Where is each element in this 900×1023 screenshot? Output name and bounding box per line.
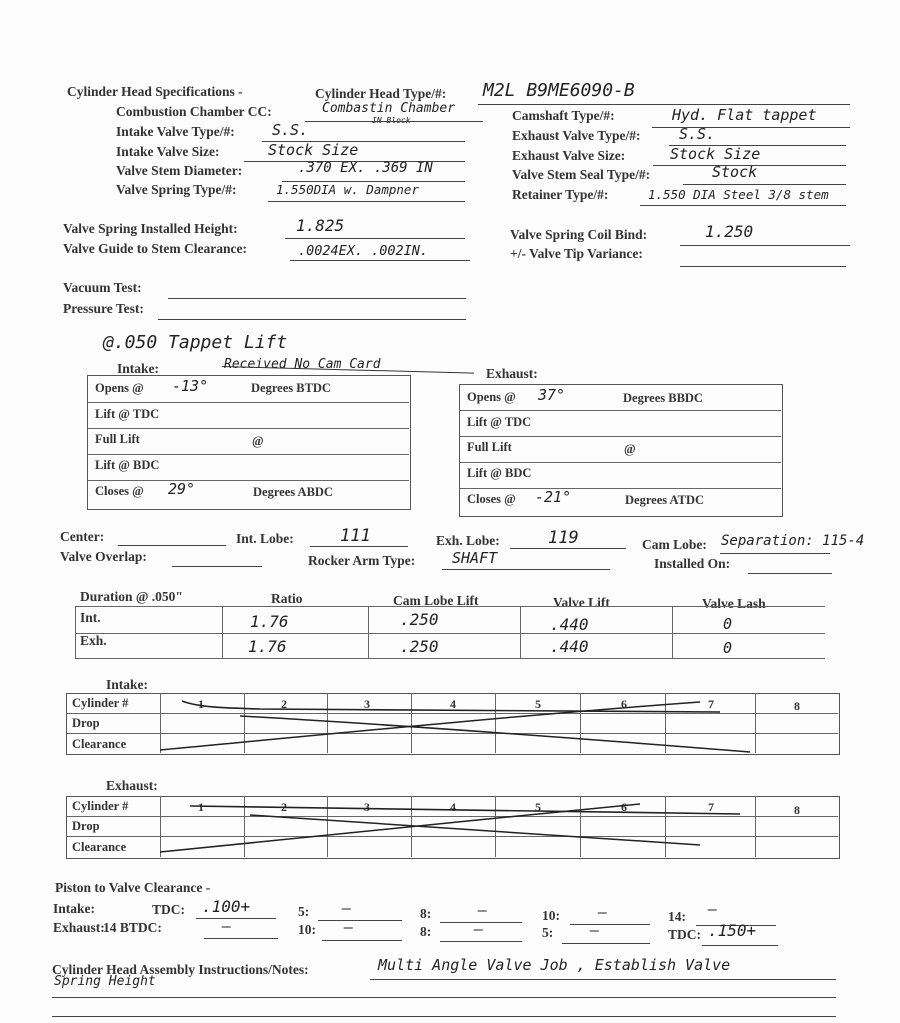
- vacuum-label: Vacuum Test:: [63, 280, 142, 295]
- intake-closes-unit: Degrees ABDC: [253, 485, 333, 499]
- exhaust-cyl-row-drop: Drop: [72, 819, 100, 833]
- intake-cyl-4: 4: [450, 697, 456, 711]
- exhaust-valve-type-value: S.S.: [679, 125, 716, 143]
- stem-seal-value: Stock: [712, 163, 758, 181]
- piston-exh-tdc-value: .150+: [708, 921, 757, 940]
- exhaust-full-lift-label: Full Lift: [467, 440, 512, 454]
- intake-full-lift-at: @: [252, 434, 264, 448]
- stem-diameter-label: Valve Stem Diameter:: [116, 163, 243, 178]
- exhaust-closes-value: -21°: [535, 488, 572, 506]
- dur-header-valve-lift: Valve Lift: [553, 595, 610, 610]
- tip-variance-label: +/- Valve Tip Variance:: [510, 246, 643, 261]
- exhaust-valve-size-value: Stock Size: [670, 145, 761, 163]
- cam-lobe-value: Separation: 115-4: [721, 533, 865, 549]
- exhaust-lift-tdc-label: Lift @ TDC: [467, 415, 532, 429]
- spring-type-label: Valve Spring Type/#:: [116, 182, 237, 197]
- piston-heading: Piston to Valve Clearance -: [55, 880, 211, 895]
- cam-lobe-label: Cam Lobe:: [642, 537, 707, 552]
- intake-valve-size-label: Intake Valve Size:: [116, 144, 220, 159]
- piston-int-14-label: 14:: [668, 909, 686, 924]
- piston-exh-14btdc-label: 14 BTDC:: [103, 920, 162, 935]
- dur-row-exh-ratio: 1.76: [248, 637, 287, 656]
- piston-exh-5-value: —: [590, 921, 600, 939]
- piston-exh-8-value: —: [474, 920, 484, 938]
- head-type-label: Cylinder Head Type/#:: [315, 86, 447, 101]
- intake-cyl-row-cylinder: Cylinder #: [72, 696, 129, 710]
- intake-cyl-8: 8: [794, 699, 800, 713]
- piston-int-tdc-label: TDC:: [152, 902, 185, 917]
- intake-cyl-3: 3: [364, 697, 370, 711]
- guide-clearance-label: Valve Guide to Stem Clearance:: [63, 241, 247, 256]
- intake-opens-unit: Degrees BTDC: [251, 381, 331, 395]
- intake-cyl-row-drop: Drop: [72, 716, 100, 730]
- intake-struck-note: Received No Cam Card: [224, 357, 381, 372]
- notes-label: Cylinder Head Assembly Instructions/Notes:: [52, 962, 309, 977]
- piston-intake-label: Intake:: [53, 901, 96, 916]
- intake-cyl-1: 1: [198, 697, 204, 711]
- combustion-note: IN Block: [372, 116, 411, 125]
- intake-lift-bdc-label: Lift @ BDC: [95, 458, 160, 472]
- dur-header-cam-lobe-lift: Cam Lobe Lift: [393, 593, 479, 608]
- installed-height-label: Valve Spring Installed Height:: [63, 221, 238, 236]
- exhaust-cyl-row-clearance: Clearance: [72, 840, 127, 854]
- piston-int-8-label: 8:: [420, 906, 432, 921]
- tappet-note: @.050 Tappet Lift: [103, 332, 288, 353]
- intake-cyl-6: 6: [621, 697, 627, 711]
- piston-exh-10-value: —: [344, 918, 354, 936]
- exhaust-closes-label: Closes @: [467, 492, 516, 506]
- dur-header-valve-lash: Valve Lash: [702, 596, 766, 611]
- intake-cyl-2: 2: [281, 697, 287, 711]
- combustion-label: Combustion Chamber CC:: [116, 104, 272, 119]
- piston-int-5-value: —: [342, 899, 352, 917]
- exhaust-lift-bdc-label: Lift @ BDC: [467, 466, 532, 480]
- piston-exh-10-label: 10:: [298, 922, 316, 937]
- exhaust-opens-label: Opens @: [467, 390, 516, 404]
- int-lobe-value: 111: [340, 526, 371, 546]
- exhaust-cyl-row-cylinder: Cylinder #: [72, 799, 129, 813]
- dur-header-ratio: Ratio: [271, 591, 303, 606]
- piston-exhaust-label: Exhaust:: [53, 920, 105, 935]
- exhaust-cyl-5: 5: [535, 800, 541, 814]
- coil-bind-value: 1.250: [705, 222, 754, 241]
- exh-lobe-value: 119: [548, 528, 579, 548]
- rocker-label: Rocker Arm Type:: [308, 553, 416, 568]
- exhaust-valve-size-label: Exhaust Valve Size:: [512, 148, 626, 163]
- exhaust-cyl-8: 8: [794, 803, 800, 817]
- rocker-value: SHAFT: [452, 549, 498, 567]
- stem-diameter-value: .370 EX. .369 IN: [298, 160, 433, 176]
- intake-opens-value: -13°: [172, 377, 209, 395]
- exhaust-timing-title: Exhaust:: [486, 366, 538, 381]
- retainer-label: Retainer Type/#:: [512, 187, 609, 202]
- intake-closes-value: 29°: [168, 480, 196, 498]
- installed-on-label: Installed On:: [654, 556, 731, 571]
- dur-row-int-valve: .440: [550, 615, 589, 634]
- intake-valve-type-value: S.S.: [272, 121, 309, 139]
- piston-int-tdc-value: .100+: [202, 897, 251, 916]
- spring-type-value: 1.550DIA w. Dampner: [276, 182, 419, 197]
- dur-row-int-label: Int.: [80, 610, 101, 625]
- installed-height-value: 1.825: [296, 216, 345, 235]
- piston-int-5-label: 5:: [298, 904, 310, 919]
- exhaust-opens-value: 37°: [538, 386, 566, 404]
- camshaft-label: Camshaft Type/#:: [512, 108, 615, 123]
- stem-seal-label: Valve Stem Seal Type/#:: [512, 167, 651, 182]
- exhaust-cyl-title: Exhaust:: [106, 778, 158, 793]
- intake-timing-title: Intake:: [117, 361, 160, 376]
- intake-cyl-7: 7: [708, 697, 714, 711]
- exhaust-opens-unit: Degrees BBDC: [623, 391, 703, 405]
- retainer-value: 1.550 DIA Steel 3/8 stem: [648, 187, 829, 202]
- piston-int-14-value: —: [708, 900, 718, 918]
- intake-valve-size-value: Stock Size: [268, 141, 359, 159]
- intake-lift-tdc-label: Lift @ TDC: [95, 407, 160, 421]
- intake-cyl-row-clearance: Clearance: [72, 737, 127, 751]
- piston-exh-8-label: 8:: [420, 924, 432, 939]
- notes-line-1: Multi Angle Valve Job , Establish Valve: [378, 956, 731, 974]
- spec-heading: Cylinder Head Specifications -: [67, 84, 243, 99]
- pressure-label: Pressure Test:: [63, 301, 144, 316]
- guide-clearance-value: .0024EX. .002IN.: [298, 243, 429, 259]
- exhaust-cyl-6: 6: [621, 800, 627, 814]
- piston-exh-14btdc-value: —: [222, 917, 232, 935]
- exhaust-cyl-7: 7: [708, 800, 714, 814]
- intake-cyl-5: 5: [535, 697, 541, 711]
- exhaust-valve-type-label: Exhaust Valve Type/#:: [512, 128, 641, 143]
- int-lobe-label: Int. Lobe:: [236, 531, 294, 546]
- exh-lobe-label: Exh. Lobe:: [436, 533, 500, 548]
- dur-row-int-lash: 0: [723, 615, 733, 633]
- overlap-label: Valve Overlap:: [60, 549, 147, 564]
- intake-cyl-title: Intake:: [106, 677, 149, 692]
- combustion-value: Combastin Chamber: [322, 101, 456, 116]
- intake-opens-label: Opens @: [95, 381, 144, 395]
- piston-exh-tdc-label: TDC:: [668, 927, 701, 942]
- coil-bind-label: Valve Spring Coil Bind:: [510, 227, 648, 242]
- head-type-value: M2L B9ME6090-B: [483, 80, 635, 101]
- center-label: Center:: [60, 529, 105, 544]
- intake-valve-type-label: Intake Valve Type/#:: [116, 124, 235, 139]
- dur-row-exh-cam: .250: [400, 637, 439, 656]
- dur-header-duration: Duration @ .050": [80, 589, 183, 604]
- notes-line-2: Spring Height: [54, 974, 156, 989]
- exhaust-cyl-2: 2: [281, 800, 287, 814]
- piston-int-10-label: 10:: [542, 908, 560, 923]
- exhaust-closes-unit: Degrees ATDC: [625, 493, 705, 507]
- exhaust-cyl-4: 4: [450, 800, 456, 814]
- intake-full-lift-label: Full Lift: [95, 432, 140, 446]
- piston-exh-5-label: 5:: [542, 925, 554, 940]
- dur-row-int-ratio: 1.76: [250, 612, 289, 631]
- camshaft-value: Hyd. Flat tappet: [672, 106, 817, 124]
- dur-row-int-cam: .250: [400, 610, 439, 629]
- exhaust-full-lift-at: @: [624, 442, 636, 456]
- intake-closes-label: Closes @: [95, 484, 144, 498]
- dur-row-exh-lash: 0: [723, 639, 733, 657]
- dur-row-exh-valve: .440: [550, 637, 589, 656]
- exhaust-cyl-1: 1: [198, 800, 204, 814]
- exhaust-cyl-3: 3: [364, 800, 370, 814]
- dur-row-exh-label: Exh.: [80, 633, 107, 648]
- piston-int-8-value: —: [478, 901, 488, 919]
- piston-int-10-value: —: [598, 903, 608, 921]
